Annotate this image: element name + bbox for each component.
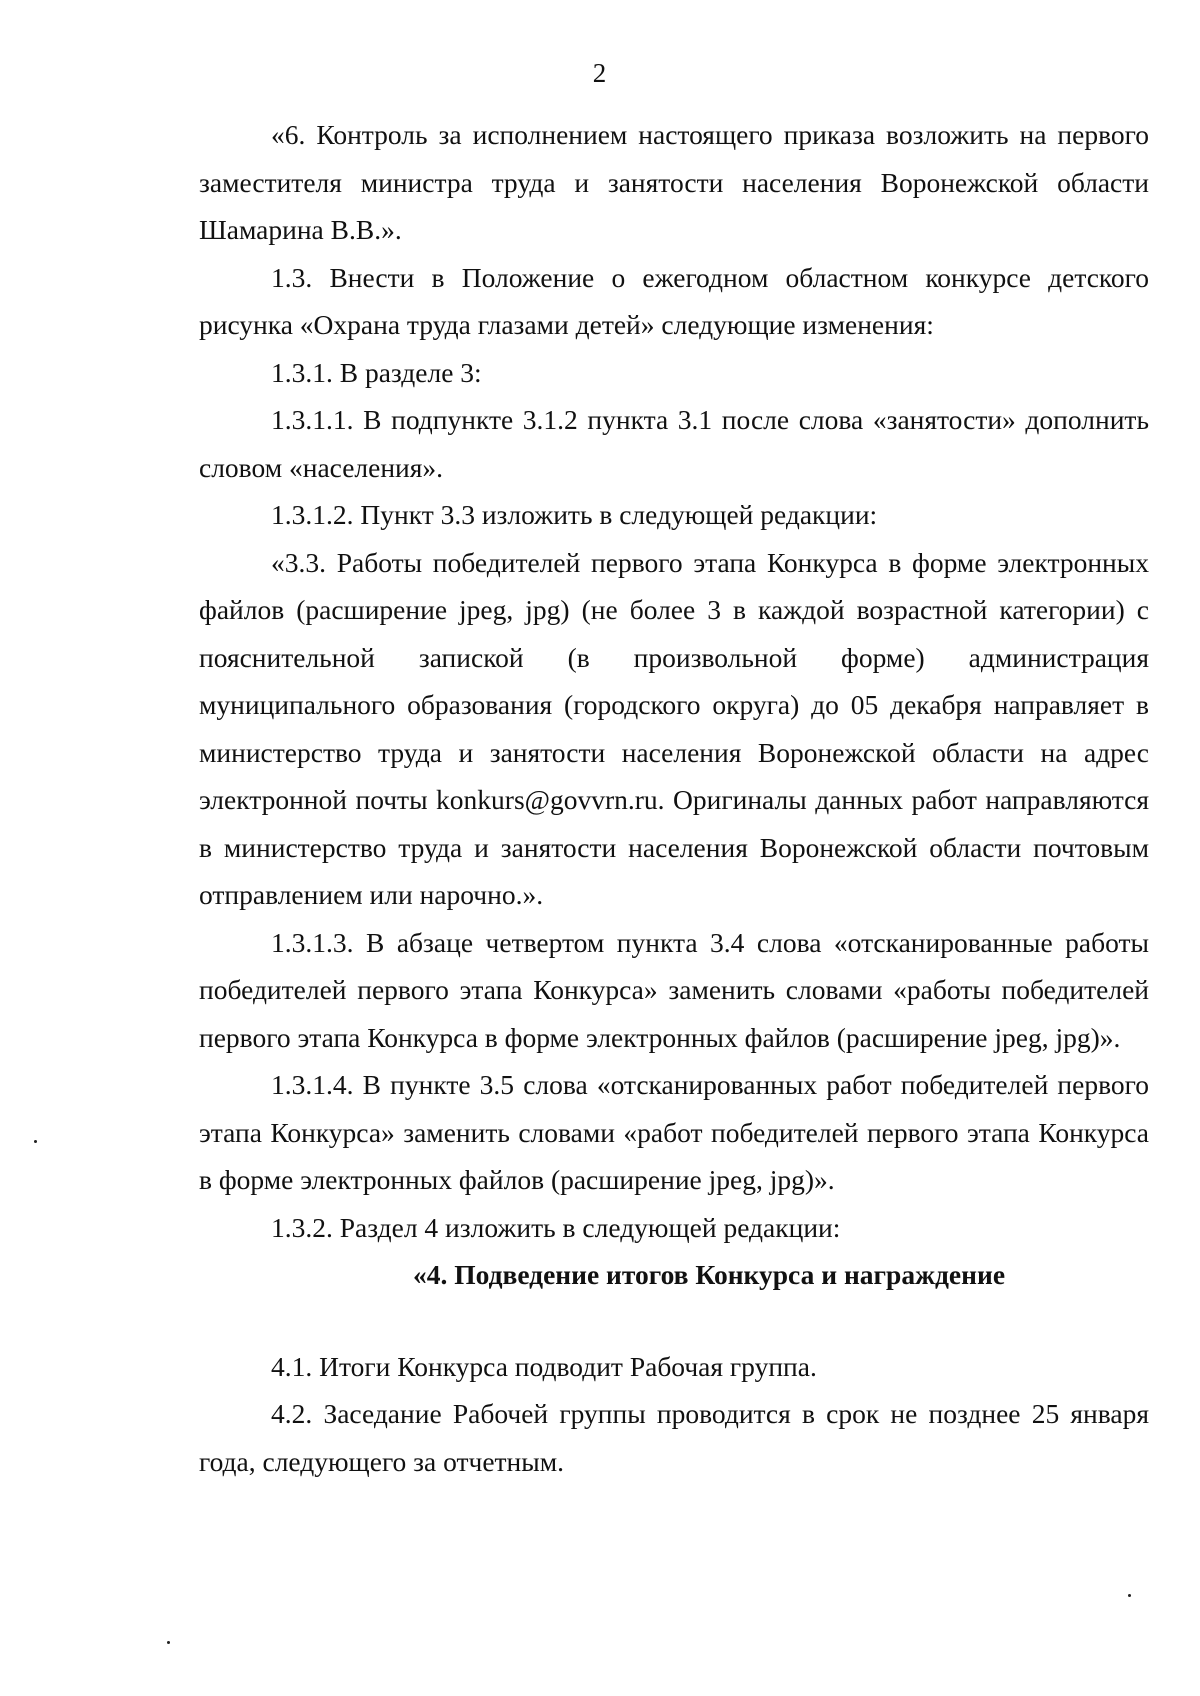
paragraph-1-3-1: 1.3.1. В разделе 3: [271,356,482,388]
paragraph-1-3-1-1: 1.3.1.1. В подпункте 3.1.2 пункта 3.1 после слова «занятости» дополнить словом «населения». [199,404,1149,483]
scan-speck [167,1641,170,1644]
paragraph-6-control: «6. Контроль за исполнением настоящего приказа возложить на первого заместителя министра труда и занятости населения Воронежской области Шамарина В.В.». [199,119,1149,245]
section-heading: «4. Подведение итогов Конкурса и награждение [412,1259,1006,1290]
paragraph-3-3-quote: «3.3. Работы победителей первого этапа Конкурса в форме электронных файлов (расширение jpeg, jpg) (не более 3 в каждой возрастной категории) с пояснительной запиской (в произвольной форме) администрация муниципального образования (городского округа) до 05 декабря направляет в министерство труда и занятости населения Воронежской области на адрес электронной почты konkurs@govvrn.ru. Оригиналы данных работ направляются в министерство труда и занятости населения Воронежской области почтовым отправлением или нарочно.». [199,546,1149,910]
paragraph-1-3-1-2: 1.3.1.2. Пункт 3.3 изложить в следующей редакции: [271,499,878,530]
paragraph-4-2: 4.2. Заседание Рабочей группы проводится в срок не позднее 25 января года, следующего за отчетным. [199,1398,1149,1477]
scan-speck [1128,1594,1131,1597]
paragraph-4-1: 4.1. Итоги Конкурса подводит Рабочая группа. [271,1350,817,1382]
document-body [199,111,1149,1485]
paragraph-1-3: 1.3. Внести в Положение о ежегодном областном конкурсе детского рисунка «Охрана труда глазами детей» следующие изменения: [199,261,1149,340]
paragraph-1-3-1-3: 1.3.1.3. В абзаце четвертом пункта 3.4 слова «отсканированные работы победителей первого этапа Конкурса» заменить словами «работы победителей первого этапа Конкурса в форме электронных файлов (расширение jpeg, jpg)». [199,926,1149,1053]
paragraph-1-3-2: 1.3.2. Раздел 4 изложить в следующей редакции: [271,1211,841,1243]
scan-speck [34,1140,37,1143]
paragraph-1-3-1-4: 1.3.1.4. В пункте 3.5 слова «отсканированных работ победителей первого этапа Конкурса» заменить словами «работ победителей первого этапа Конкурса в форме электронных файлов (расширение jpeg, jpg)». [199,1069,1149,1195]
page-number: 2 [592,58,607,88]
